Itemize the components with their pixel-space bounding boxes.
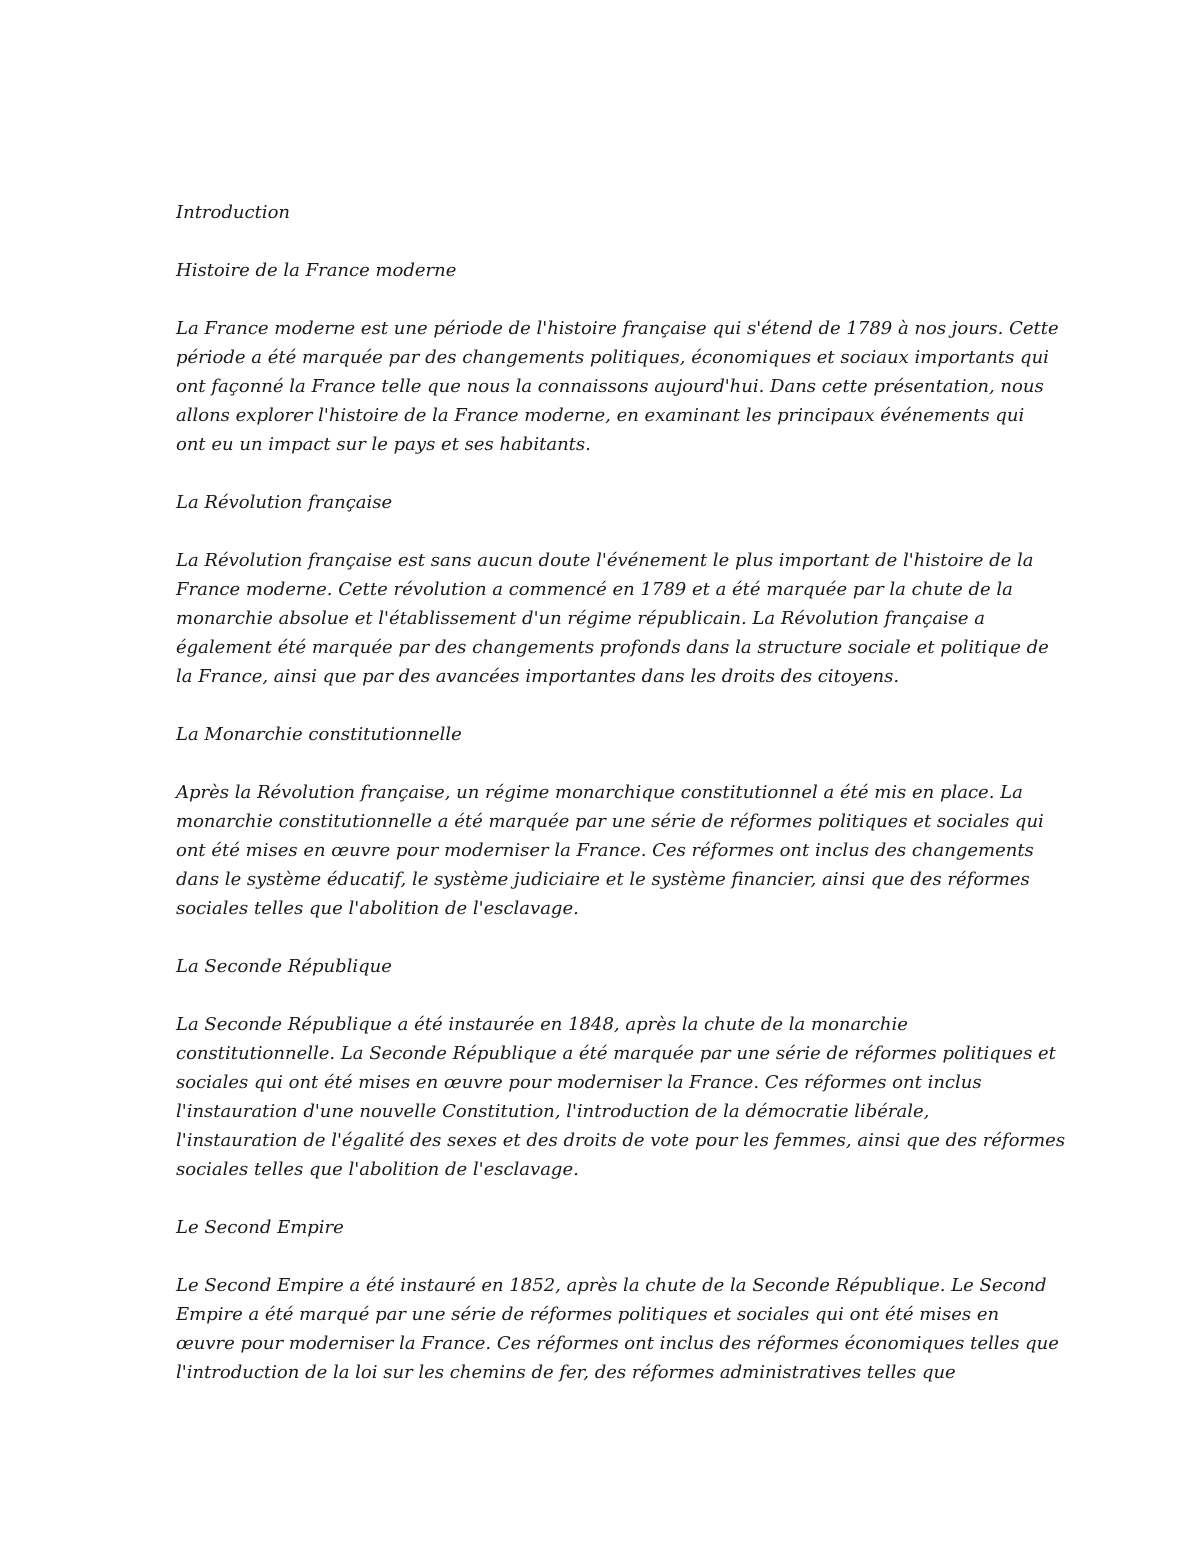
- paragraph-line: La Révolution française est sans aucun doute l'événement le plus important de l'histoire de la: [176, 550, 1034, 571]
- section-heading-seconde-republique: La Seconde République: [176, 956, 392, 977]
- paragraph-line: également été marquée par des changements profonds dans la structure sociale et politique de: [176, 637, 1049, 658]
- section-paragraph-revolution: [176, 546, 1049, 691]
- paragraph-line: ont été mises en œuvre pour moderniser la France. Ces réformes ont inclus des changements: [176, 840, 1034, 861]
- paragraph-line: la France, ainsi que par des avancées importantes dans les droits des citoyens.: [176, 666, 900, 687]
- intro-paragraph: [176, 314, 1059, 459]
- paragraph-line: La France moderne est une période de l'histoire française qui s'étend de 1789 à nos jours. Cette: [176, 318, 1059, 339]
- paragraph-line: œuvre pour moderniser la France. Ces réformes ont inclus des réformes économiques telles que: [176, 1333, 1059, 1354]
- paragraph-line: France moderne. Cette révolution a commencé en 1789 et a été marquée par la chute de la: [176, 579, 1013, 600]
- paragraph-line: sociales telles que l'abolition de l'esclavage.: [176, 898, 579, 919]
- section-paragraph-second-empire: [176, 1271, 1059, 1387]
- paragraph-line: monarchie absolue et l'établissement d'un régime républicain. La Révolution française a: [176, 608, 986, 629]
- section-heading-monarchie: La Monarchie constitutionnelle: [176, 724, 462, 745]
- paragraph-line: l'instauration de l'égalité des sexes et des droits de vote pour les femmes, ainsi que des réformes: [176, 1130, 1066, 1151]
- document-subtitle: Histoire de la France moderne: [176, 260, 457, 281]
- document-body: [176, 198, 1066, 1416]
- paragraph-line: allons explorer l'histoire de la France moderne, en examinant les principaux événements qui: [176, 405, 1025, 426]
- paragraph-line: dans le système éducatif, le système judiciaire et le système financier, ainsi que des réformes: [176, 869, 1030, 890]
- paragraph-line: constitutionnelle. La Seconde République a été marquée par une série de réformes politiques et: [176, 1043, 1056, 1064]
- section-heading-revolution: La Révolution française: [176, 492, 393, 513]
- section-heading-second-empire: Le Second Empire: [176, 1217, 344, 1238]
- paragraph-line: Après la Révolution française, un régime monarchique constitutionnel a été mis en place. La: [176, 782, 1023, 803]
- paragraph-line: l'introduction de la loi sur les chemins de fer, des réformes administratives telles que: [176, 1362, 956, 1383]
- paragraph-line: sociales qui ont été mises en œuvre pour moderniser la France. Ces réformes ont inclus: [176, 1072, 982, 1093]
- paragraph-line: l'instauration d'une nouvelle Constitution, l'introduction de la démocratie libérale,: [176, 1101, 930, 1122]
- section-paragraph-monarchie: [176, 778, 1044, 923]
- paragraph-line: La Seconde République a été instaurée en 1848, après la chute de la monarchie: [176, 1014, 908, 1035]
- paragraph-line: sociales telles que l'abolition de l'esclavage.: [176, 1159, 579, 1180]
- paragraph-line: ont eu un impact sur le pays et ses habitants.: [176, 434, 591, 455]
- document-title: Introduction: [176, 202, 290, 223]
- paragraph-line: Empire a été marqué par une série de réformes politiques et sociales qui ont été mises en: [176, 1304, 1000, 1325]
- section-paragraph-seconde-republique: [176, 1010, 1066, 1184]
- paragraph-line: ont façonné la France telle que nous la connaissons aujourd'hui. Dans cette présentation, nous: [176, 376, 1044, 397]
- paragraph-line: Le Second Empire a été instauré en 1852, après la chute de la Seconde République. Le Second: [176, 1275, 1047, 1296]
- paragraph-line: période a été marquée par des changements politiques, économiques et sociaux importants qui: [176, 347, 1049, 368]
- paragraph-line: monarchie constitutionnelle a été marquée par une série de réformes politiques et sociales qui: [176, 811, 1044, 832]
